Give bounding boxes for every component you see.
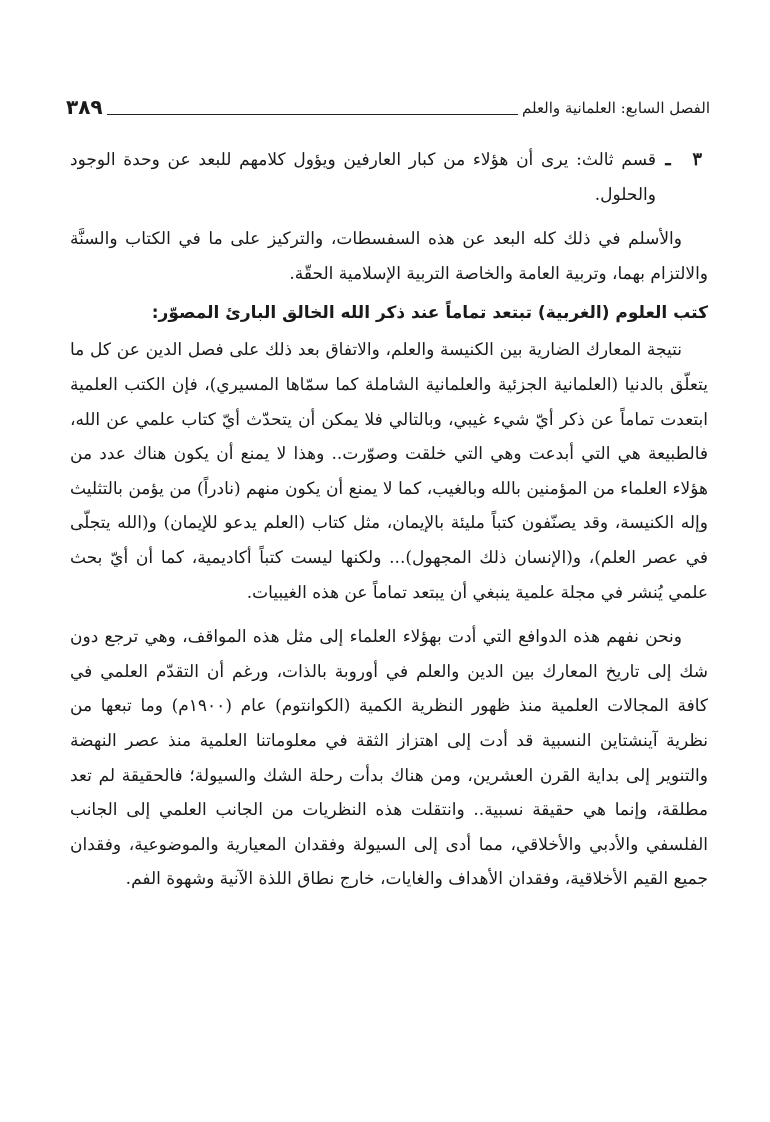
header-rule <box>107 114 518 115</box>
list-item <box>70 143 702 212</box>
running-header <box>66 88 710 118</box>
paragraph: نتيجة المعارك الضارية بين الكنيسة والعلم، والاتفاق بعد ذلك على فصل الدين عن كل ما يتعلّق بالدنيا (العلمانية الجزئية والعلمانية الشاملة كما سمّاها المسيري)، فإن الكتب العلمية ابتعدت تماماً عن ذكر أيّ شيء غيبي، وبالتالي فلا يمكن أن يتحدّث أيّ كتاب علمي عن الله، فالطبيعة هي التي أبدعت وهي التي خلقت وصوّرت.. وهذا لا يمنع أن يكون هناك عدد من هؤلاء العلماء من المؤمنين بالله وبالغيب، كما لا يمنع أن يكون منهم (نادراً) من يؤمن بالتثليث وإله الكنيسة، وقد يصنّفون كتباً مليئة بالإيمان، مثل كتاب (العلم يدعو للإيمان) و(الله يتجلّى في عصر العلم)، و(الإنسان ذلك المجهول)... ولكنها ليست كتباً أكاديمية، كما أن أيّ بحث علمي يُنشر في مجلة علمية ينبغي أن يبتعد تماماً عن هذه الغيبيات. <box>70 340 708 603</box>
list-item-text: قسم ثالث: يرى أن هؤلاء من كبار العارفين ويؤول كلامهم للبعد عن وحدة الوجود والحلول. <box>70 150 656 205</box>
list-item-dash: ـ <box>665 149 671 170</box>
paragraph: ونحن نفهم هذه الدوافع التي أدت بهؤلاء العلماء إلى مثل هذه المواقف، وهي ترجع دون شك إلى تاريخ المعارك بين الدين والعلم في أوروبة بالذات، ورغم أن التقدّم العلمي في كافة المجالات العلمية منذ ظهور النظرية الكمية (الكوانتوم) عام (١٩٠٠م) وما تبعها من نظرية آينشتاين النسبية قد أدت إلى اهتزاز الثقة في معلوماتنا العلمية منذ عصر النهضة والتنوير إلى بداية القرن العشرين، ومن هناك بدأت رحلة الشك والسيولة؛ فالحقيقة لم تعد مطلقة، وإنما هي حقيقة نسبية.. وانتقلت هذه النظريات من الجانب العلمي إلى الجانب الفلسفي والأدبي والأخلاقي، مما أدى إلى السيولة وفقدان المعيارية والموضوعية، وفقدان جميع القيم الأخلاقية، وفقدان الأهداف والغايات، خارج نطاق اللذة الآنية وشهوة الفم. <box>70 627 708 890</box>
list-item-number: ٣ <box>692 149 702 170</box>
chapter-title: الفصل السابع: العلمانية والعلم <box>522 99 710 117</box>
paragraph: والأسلم في ذلك كله البعد عن هذه السفسطات، والتركيز على ما في الكتاب والسنَّة والالتزام بهما، وتربية العامة والخاصة التربية الإسلامية الحقّة. <box>70 229 708 284</box>
section-heading: كتب العلوم (الغربية) تبتعد تماماً عند ذكر الله الخالق البارئ المصوّر: <box>151 303 708 324</box>
page-body <box>70 143 708 897</box>
page-number: ٣٨٩ <box>66 95 103 119</box>
